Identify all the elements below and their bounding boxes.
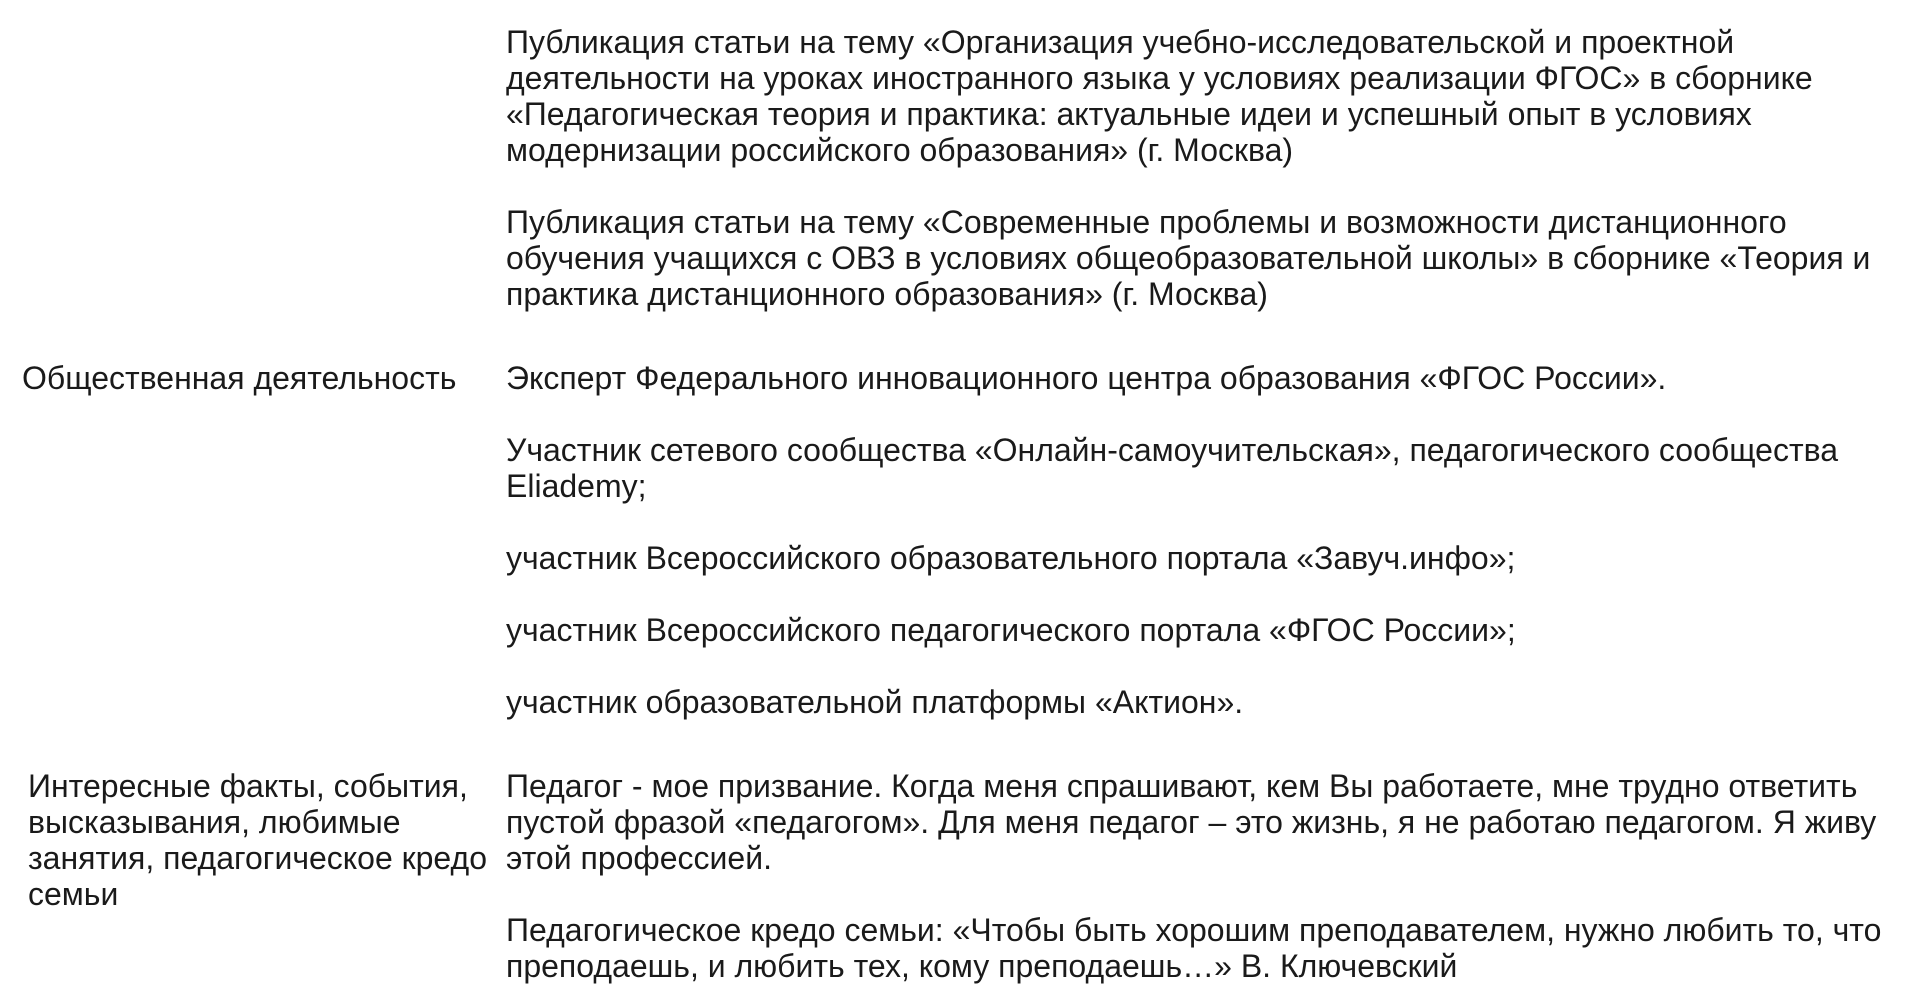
social-activity-content [506, 360, 1886, 720]
publication-item: Публикация статьи на тему «Современные проблемы и возможности дистанционного обучения учащихся с ОВЗ в условиях общеобразовательной школы» в сборнике «Теория и практика дистанционного образования» (г. Москва) [506, 204, 1871, 312]
interesting-facts-item: Педагог - мое призвание. Когда меня спрашивают, кем Вы работаете, мне трудно ответить пустой фразой «педагогом». Для меня педагог – это жизнь, я не работаю педагогом. Я живу этой профессией. [506, 768, 1877, 876]
publications-content [506, 24, 1886, 312]
social-activity-item: Эксперт Федерального инновационного центра образования «ФГОС России». [506, 360, 1667, 396]
interesting-facts-label: Интересные факты, события, высказывания, любимые занятия, педагогическое кредо семьи [28, 768, 487, 912]
social-activity-item: участник Всероссийского образовательного портала «Завуч.инфо»; [506, 540, 1516, 576]
social-activity-label: Общественная деятельность [22, 360, 457, 396]
social-activity-item: Участник сетевого сообщества «Онлайн-самоучительская», педагогического сообщества Eliademy; [506, 432, 1839, 504]
interesting-facts-item: Педагогическое кредо семьи: «Чтобы быть хорошим преподавателем, нужно любить то, что преподаешь, и любить тех, кому преподаешь…» В. Ключевский [506, 912, 1882, 984]
social-activity-item: участник образовательной платформы «Актион». [506, 684, 1244, 720]
social-activity-item: участник Всероссийского педагогического портала «ФГОС России»; [506, 612, 1516, 648]
interesting-facts-content [506, 768, 1886, 984]
publication-item: Публикация статьи на тему «Организация учебно-исследовательской и проектной деятельности на уроках иностранного языка у условиях реализации ФГОС» в сборнике «Педагогическая теория и практика: актуальные идеи и успешный опыт в условиях модернизации российского образования» (г. Москва) [506, 24, 1813, 168]
